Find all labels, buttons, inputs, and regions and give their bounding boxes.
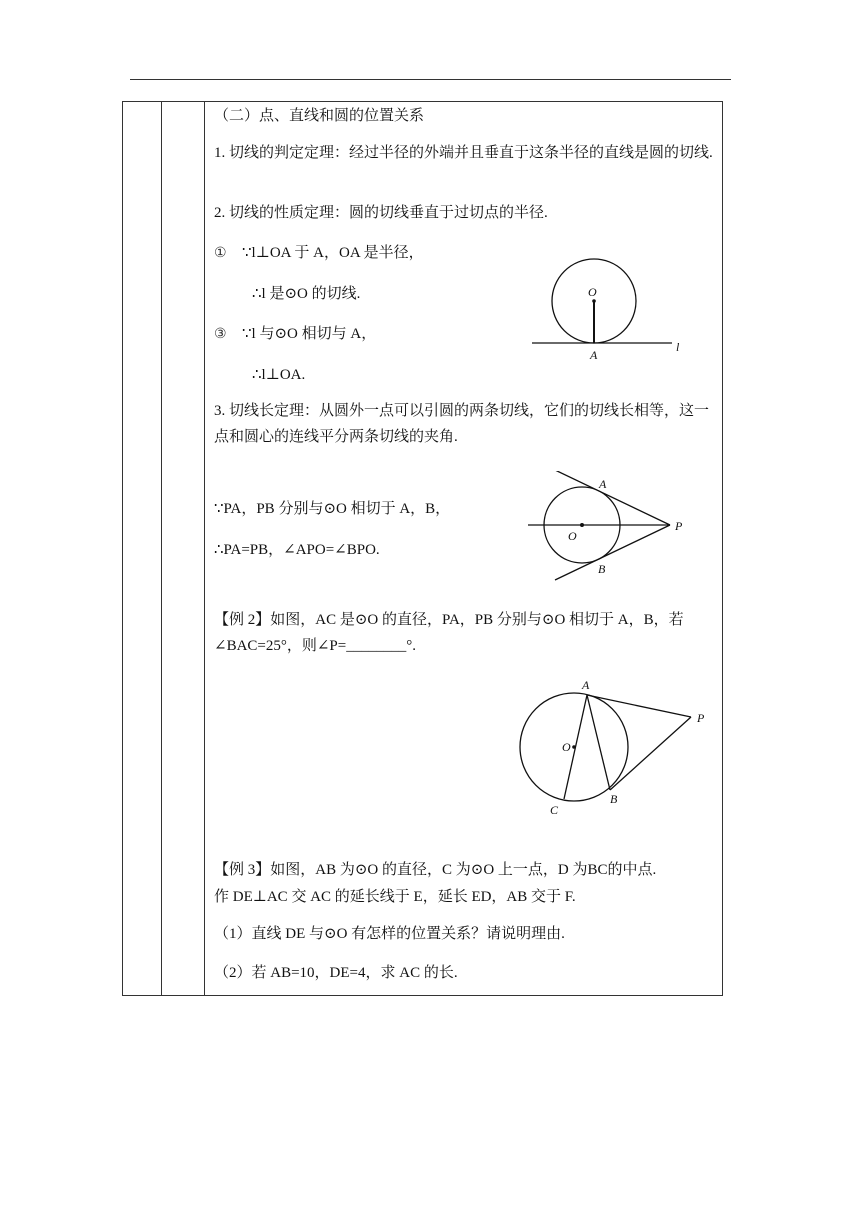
fig2-tangent-pa <box>555 471 670 525</box>
tangent-length-premise: ∵PA，PB 分别与⊙O 相切于 A，B， <box>214 501 451 517</box>
section-title: （二）点、直线和圆的位置关系 <box>214 108 425 124</box>
fig3-tangent-pa <box>587 695 691 717</box>
fig2-label-b: B <box>598 562 606 576</box>
fig1-label-l: l <box>676 340 680 354</box>
tangent-length-figure <box>524 471 699 586</box>
fig2-center-point <box>580 523 584 527</box>
fig3-label-o: O <box>562 740 571 754</box>
fig3-label-c: C <box>550 803 559 817</box>
fig1-label-o: O <box>588 285 597 299</box>
fig3-label-b: B <box>610 792 618 806</box>
item-3-marker: ③ <box>214 327 227 342</box>
example-3-question-2: （2）若 AB=10，DE=4，求 AC 的长. <box>214 965 458 981</box>
example-3-line-1: 【例 3】如图，AB 为⊙O 的直径，C 为⊙O 上一点，D 为BC的中点. <box>214 862 657 878</box>
item-3-premise-row <box>214 322 376 347</box>
item-1-premise: ∵l⊥OA 于 A，OA 是半径， <box>242 245 424 261</box>
theorem-1-tangent-criterion: 1. 切线的判定定理：经过半径的外端并且垂直于这条半径的直线是圆的切线. <box>214 145 713 161</box>
example-3-question-1: （1）直线 DE 与⊙O 有怎样的位置关系？请说明理由. <box>214 926 565 942</box>
fig2-label-o: O <box>568 529 577 543</box>
fig1-label-a: A <box>590 348 598 362</box>
item-1-marker: ① <box>214 246 227 261</box>
fig3-chord-ab <box>587 695 610 790</box>
item-1-conclusion: ∴l 是⊙O 的切线. <box>252 286 361 302</box>
fig3-label-p: P <box>697 711 705 725</box>
fig3-center-point <box>572 745 576 749</box>
fig2-label-a: A <box>599 477 607 491</box>
item-1-premise-row <box>214 241 424 266</box>
tangent-line-figure <box>524 256 699 366</box>
fig1-center-point <box>592 299 596 303</box>
example-3-line-2: 作 DE⊥AC 交 AC 的延长线于 E，延长 ED，AB 交于 F. <box>214 889 576 905</box>
header-rule <box>130 79 731 80</box>
example-2-figure <box>514 676 709 826</box>
fig2-label-p: P <box>675 519 683 533</box>
item-3-conclusion: ∴l⊥OA. <box>252 367 306 383</box>
column-divider-1 <box>161 102 162 995</box>
example-2-text: 【例 2】如图，AC 是⊙O 的直径，PA，PB 分别与⊙O 相切于 A，B，若∠BAC=25°，则∠P=________°. <box>214 612 684 654</box>
item-3-premise: ∵l 与⊙O 相切与 A， <box>242 326 377 342</box>
fig3-label-a: A <box>582 678 590 692</box>
theorem-2-tangent-property: 2. 切线的性质定理：圆的切线垂直于过切点的半径. <box>214 205 548 221</box>
tangent-length-conclusion: ∴PA=PB，∠APO=∠BPO. <box>214 542 380 558</box>
lesson-content-cell <box>204 101 723 996</box>
theorem-3-tangent-length: 3. 切线长定理：从圆外一点可以引圆的两条切线，它们的切线长相等，这一点和圆心的连线平分两条切线的夹角. <box>214 403 710 445</box>
fig3-tangent-pb <box>610 717 691 790</box>
